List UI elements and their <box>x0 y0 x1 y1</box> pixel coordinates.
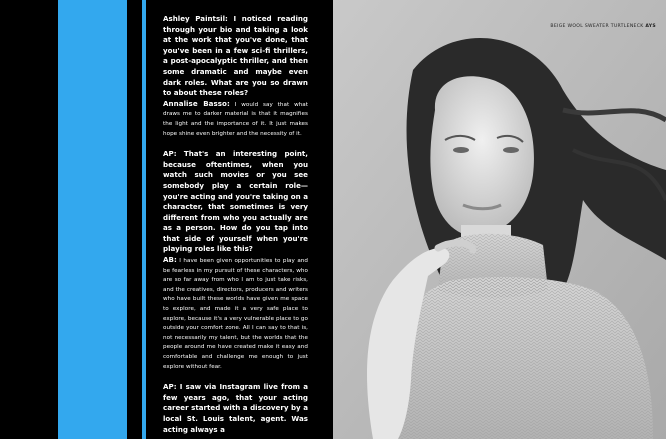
answer-1-text: I would say that what draws me to darker material is that it magnifies the light and the importance of it. It just makes hope shine even brighter and the necessity of it. <box>163 101 309 137</box>
answer-1-speaker: Annalise Basso: <box>163 98 230 108</box>
portrait-photo <box>333 0 666 439</box>
blue-accent-line <box>142 0 146 439</box>
blue-accent-band <box>58 0 127 439</box>
question-2: AP: That's an interesting point, because oftentimes, when you watch such movies or you see somebody play a certain role— you're acting and you're taking on a character, that sometimes is very different from who you actually are as a person. How do you tap into that side of yourself when you're playing roles like this? <box>163 149 308 254</box>
caption-brand: AYS <box>645 24 656 29</box>
question-3: AP: I saw via Instagram live from a few years ago, that your acting career started with a discovery by a local St. Louis talent, agent. Was acting always a <box>163 382 308 434</box>
photo-caption <box>550 24 656 29</box>
interview-column <box>163 14 308 435</box>
answer-2 <box>163 255 308 372</box>
question-1: Ashley Paintsil: I noticed reading through your bio and taking a look at the work that you've done, that you've been in a few sci-fi thrillers, a post-apocalyptic thriller, and then some dramatic and maybe even dark roles. What are you so drawn to about these roles? <box>163 14 308 98</box>
answer-2-speaker: AB: <box>163 255 177 265</box>
answer-2-text: I have been given opportunities to play and be fearless in my pursuit of these characters, who are so far away from who I am to just take risks, and the creatives, directors, producers and writers who have built these worlds have given me space to explore, and made it a very safe place to explore, because it's a very vulnerable place to go outside your comfort zone. All I can say to that is, not necessarily my talent, but the worlds that the people around me have created make it easy and comfortable and challenge me enough to just explore without fear. <box>163 258 308 370</box>
answer-1 <box>163 99 308 139</box>
right-page <box>333 0 666 439</box>
caption-text: BEIGE WOOL SWEATER TURTLENECK <box>550 24 644 29</box>
